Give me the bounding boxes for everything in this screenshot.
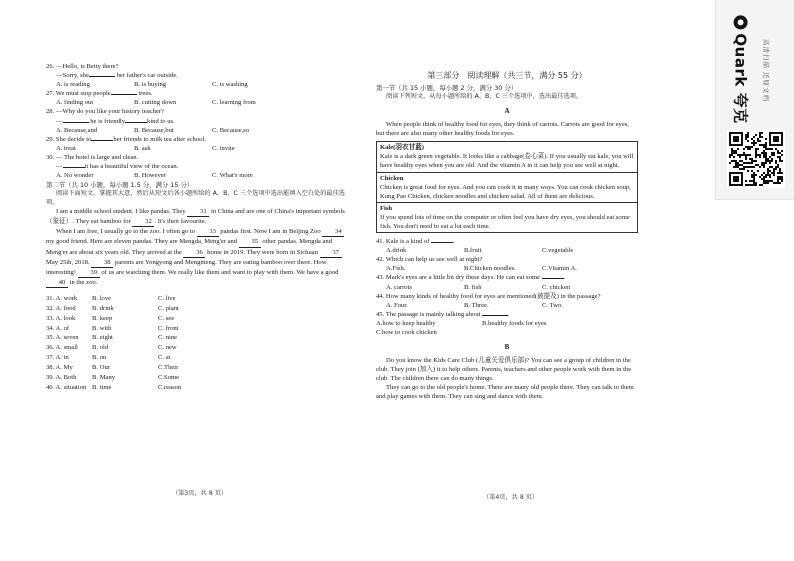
- option-a: A. is reading: [56, 81, 90, 89]
- stem-text: .: [563, 274, 566, 282]
- option-b: B. Three.: [464, 301, 489, 309]
- option-c: C. Two.: [542, 301, 563, 309]
- blank-34: 34: [322, 227, 344, 237]
- blank-37: 37: [320, 248, 342, 258]
- option-c: C.Some: [158, 374, 180, 382]
- option-b: B. cutting down: [134, 99, 177, 107]
- answer-row-36: [46, 343, 346, 353]
- option-c: C. new: [158, 344, 177, 352]
- option-c: C. What's more: [212, 172, 253, 180]
- options: [376, 283, 638, 292]
- option-b: B.fruit: [464, 247, 482, 255]
- option-a: A. Because,and: [56, 126, 98, 134]
- options: [376, 301, 638, 310]
- blank-38: 38: [91, 258, 113, 268]
- food-fish: [377, 203, 637, 232]
- section-2-heading: 第二节（共 10 小题，每小题 1.5 分，满分 15 分）: [46, 181, 194, 190]
- stem-text: —: [56, 163, 63, 171]
- stem-text: he is friendly: [90, 117, 126, 125]
- passage-text: pandas first. Now I am in Beijing Zoo: [220, 228, 321, 236]
- passage-text: parents are Yongyong and Mengmeng. They are eating bamboo over there. How interesting!: [46, 258, 327, 276]
- question-stem: 26. —Hello, is Betty there?: [46, 63, 119, 70]
- blank-40: 40: [46, 278, 68, 288]
- question-stem: 28. —Why do you like your history teacher?: [46, 108, 164, 116]
- option-b: B. drink: [92, 304, 114, 312]
- question-43: [376, 273, 638, 291]
- question-27: [46, 89, 346, 107]
- question-26: [46, 62, 346, 89]
- blank-39: 39: [78, 268, 100, 278]
- answer-row-34: [46, 324, 346, 334]
- option-a: A. carrots: [386, 283, 412, 291]
- food-heading: Fish: [380, 204, 393, 212]
- food-kale: [377, 142, 637, 172]
- question-stem: 42. Which can help us see well at night?: [376, 256, 483, 264]
- option-a: A. treat: [56, 144, 76, 152]
- option-c: C.Vitamin A.: [542, 265, 577, 273]
- option-a: 35. A. seven: [46, 334, 79, 342]
- answer-row-32: [46, 304, 346, 314]
- option-c: C. from: [158, 324, 179, 332]
- option-c: C. nine: [158, 334, 178, 342]
- question-stem: 30. — The hotel is large and clean.: [46, 153, 139, 161]
- food-description: Chicken is great food for eyes. And you can cook it in many ways. You can cook chicken soup, Kung Pao Chicken, chicken noodles and chicken salad. All of them are delicious.: [380, 183, 631, 200]
- passage-text: in the zoo.: [69, 278, 98, 286]
- section-1-instructions: 阅读下列短文，从每小题所给的 A、B、C 三个选项中，选出最佳选项。: [386, 92, 583, 100]
- passage-text: . It's their favourite.: [154, 218, 207, 226]
- question-44: [376, 292, 638, 310]
- stem-text: her friends to milk tea after school.: [113, 135, 206, 143]
- answer-row-37: [46, 353, 346, 363]
- option-c: C. invite: [212, 144, 235, 152]
- options: [376, 246, 638, 255]
- option-a: 37. A. in: [46, 354, 69, 362]
- stem-text: 45. The passage is mainly talking about: [376, 310, 481, 318]
- option-b: B. time: [92, 383, 112, 391]
- answer-blank: [63, 122, 89, 123]
- option-a: 36. A. small: [46, 344, 78, 352]
- option-a: A.drink: [386, 247, 407, 255]
- brand-logo: [730, 14, 752, 124]
- option-c: C. see: [158, 314, 175, 322]
- option-a: 32. A. food: [46, 304, 76, 312]
- answer-row-40: [46, 383, 346, 393]
- option-c: C. live: [158, 294, 176, 302]
- left-column: [46, 62, 346, 393]
- answer-blank: [482, 315, 508, 316]
- option-a: A. No wonder: [56, 172, 94, 180]
- question-45: [376, 310, 638, 337]
- option-c: C.reason: [158, 383, 182, 391]
- option-b: B. love: [92, 294, 112, 302]
- option-c: C.how to cook chicken: [376, 329, 437, 337]
- page-number-left: （第3页，共 8 页）: [172, 490, 228, 497]
- option-a: A.Fish.: [386, 265, 406, 273]
- passage-a-intro: When people think of healthy food for eyes, they think of carrots. Carrots are good for eyes, but there are also many other healthy foods for eyes.: [376, 121, 629, 138]
- answer-blank: [111, 94, 137, 95]
- option-b: B. fish: [464, 283, 482, 291]
- passage-text: other pandas. Mengda and Meng'er are about six years old. They arrived at the: [46, 238, 333, 256]
- stem-text: 27. We must stop people: [46, 90, 111, 98]
- options: [46, 126, 346, 135]
- question-30: [46, 153, 346, 180]
- question-stem: 44. How many kinds of healthy food for eyes are mentioned(被提及) in the passage?: [376, 292, 601, 300]
- option-b: B. with: [92, 324, 112, 332]
- option-b: B. ask: [134, 144, 151, 152]
- qr-code-graphic: [729, 132, 783, 186]
- answer-row-38: [46, 363, 346, 373]
- food-chicken: [377, 173, 637, 203]
- stem-text: 29. She decide to: [46, 135, 92, 143]
- answer-row-35: [46, 333, 346, 343]
- answer-blank: [63, 167, 85, 168]
- page-number-right: （第4页，共 8 页）: [483, 494, 539, 501]
- option-b: B.Chicken noodles.: [464, 265, 516, 273]
- food-description: Kale is a dark green vegetable. It looks like a cabbage(卷心菜). If you usually eat kale, you will have healthy eyes when you are old. And the vitamin A in it can help you see well at night.: [380, 153, 634, 170]
- option-b: B. eight: [92, 334, 113, 342]
- answer-blank: [91, 140, 113, 141]
- option-b: B. old: [92, 344, 109, 352]
- section-1-heading: 第一节（共 15 小题，每小题 2 分，满分 30 分）: [376, 84, 518, 93]
- stem-text: .: [453, 238, 455, 246]
- answer-row-31: [46, 294, 346, 304]
- option-c: C. Because,so: [212, 126, 250, 134]
- answer-blank: [542, 278, 564, 279]
- passage-text: May 25th, 2018.: [46, 258, 90, 266]
- option-a: A. Four.: [386, 301, 408, 309]
- passage-a-label: A: [504, 107, 510, 116]
- option-c: C.Their: [158, 364, 179, 372]
- brand-name: Quark 夸克: [731, 32, 750, 124]
- passage-text: When I am free, I usually go to the zoo. I often go to: [56, 228, 195, 236]
- cloze-paragraph-2: [46, 227, 346, 288]
- food-heading: Kale(羽衣甘蓝): [380, 144, 424, 152]
- option-a: 38. A. My: [46, 364, 73, 372]
- option-c: C. is washing: [212, 81, 248, 89]
- passage-b-paragraph-1: Do you know the Kids Care Club (儿童关爱俱乐部)? You can see a group of children in the club. They join (加入) it to help others. Parents, teachers and other people work with them in the club. The children there can do many things.: [376, 356, 632, 382]
- cloze-paragraph-1: [46, 207, 346, 227]
- stem-text: 43. Mark's eyes are a little bit dry these days. He can eat some: [376, 274, 540, 282]
- blank-35: 35: [239, 237, 261, 247]
- stem-text: it has a beautiful view of the ocean.: [84, 163, 179, 171]
- question-29: [46, 135, 346, 153]
- question-42: [376, 255, 638, 273]
- food-description: If you spend lots of time on the computer or often feel you have dry eyes, you should eat some fish. You don't need to eat a lot each time.: [380, 213, 630, 230]
- option-b: B. on: [92, 354, 107, 362]
- options: [46, 98, 346, 107]
- stem-text: trees.: [138, 90, 153, 98]
- tagline-text: 高清扫描 还原文档: [762, 38, 771, 102]
- option-b: B. Because,but: [134, 126, 174, 134]
- stem-text: her father's car outside.: [116, 72, 178, 80]
- answer-blank: [89, 76, 115, 77]
- answer-blank: [431, 242, 453, 243]
- stem-text: 41. Kale is a kind of: [376, 238, 430, 246]
- part-3-title: 第三部分 阅读理解（共三节，满分 55 分）: [427, 71, 587, 80]
- passage-b-label: B: [504, 343, 510, 352]
- passage-text: I am a middle school student. I like pandas. They: [56, 208, 186, 216]
- food-heading: Chicken: [380, 174, 404, 182]
- option-a: A. finding out: [56, 99, 94, 107]
- options: [376, 264, 638, 273]
- option-a: 31. A. work: [46, 294, 78, 302]
- brand-tagline: [760, 10, 774, 130]
- stem-text: .: [508, 310, 510, 318]
- answer-row-33: [46, 314, 346, 324]
- passage-text: in China and are one of China's important symbols（象征）. They eat bamboo for: [46, 208, 345, 226]
- option-b: B. keep: [92, 314, 113, 322]
- options: [376, 319, 638, 328]
- option-c: C.vegetable: [542, 247, 574, 255]
- blank-31: 31: [187, 207, 209, 217]
- question-41: [376, 237, 638, 255]
- right-column: [376, 70, 638, 401]
- option-a: 40. A. situation: [46, 383, 87, 391]
- passage-text: of us are watching them. We really like them and want to play with them. We have a good: [101, 268, 339, 276]
- blank-32: 32: [132, 217, 154, 227]
- options: [46, 80, 346, 89]
- passage-text: home in 2019. They were born in Sichuan: [207, 248, 318, 256]
- stem-text: —Sorry, she: [56, 72, 89, 80]
- blank-33: 33: [197, 227, 219, 237]
- option-a: A.how to keep healthy: [376, 319, 436, 327]
- option-c: C. at: [158, 354, 171, 362]
- answer-row-39: [46, 373, 346, 383]
- options: [46, 171, 346, 180]
- stem-text: kind to us.: [147, 117, 175, 125]
- option-b: B. Our: [92, 364, 110, 372]
- option-c: C. plant: [158, 304, 179, 312]
- option-a: 39. A. Both: [46, 374, 77, 382]
- option-c: C. learning from: [212, 99, 256, 107]
- option-c: C. chicken: [542, 283, 571, 291]
- option-a: 34. A. of: [46, 324, 70, 332]
- section-2-instructions: 阅读下面短文，掌握其大意，然后从短文后各小题所给的 A、B、C 三个选项中选出能填入空白处的最佳选项。: [46, 190, 345, 206]
- food-info-table: [376, 141, 638, 233]
- stem-text: —: [56, 117, 63, 125]
- passage-b-paragraph-2: They can go to the old people's home. There are many old people there. They can talk to them and play games with them. They can sing and dance with them.: [376, 384, 634, 401]
- options: [46, 144, 346, 153]
- cloze-answer-options: [46, 294, 346, 393]
- blank-36: 36: [183, 248, 205, 258]
- option-b: B. However: [134, 172, 166, 180]
- option-b: B. is buying: [134, 81, 167, 89]
- option-b: B.healthy foods for eyes: [482, 319, 547, 327]
- question-28: [46, 107, 346, 134]
- qr-code-icon[interactable]: [727, 130, 785, 188]
- option-b: B. Many: [92, 374, 116, 382]
- option-a: 33. A. look: [46, 314, 76, 322]
- answer-blank: [125, 122, 147, 123]
- passage-text: my good friend. Here are eleven pandas. They are Mengda, Meng'er and: [46, 238, 238, 246]
- quark-logo-icon: [734, 15, 748, 29]
